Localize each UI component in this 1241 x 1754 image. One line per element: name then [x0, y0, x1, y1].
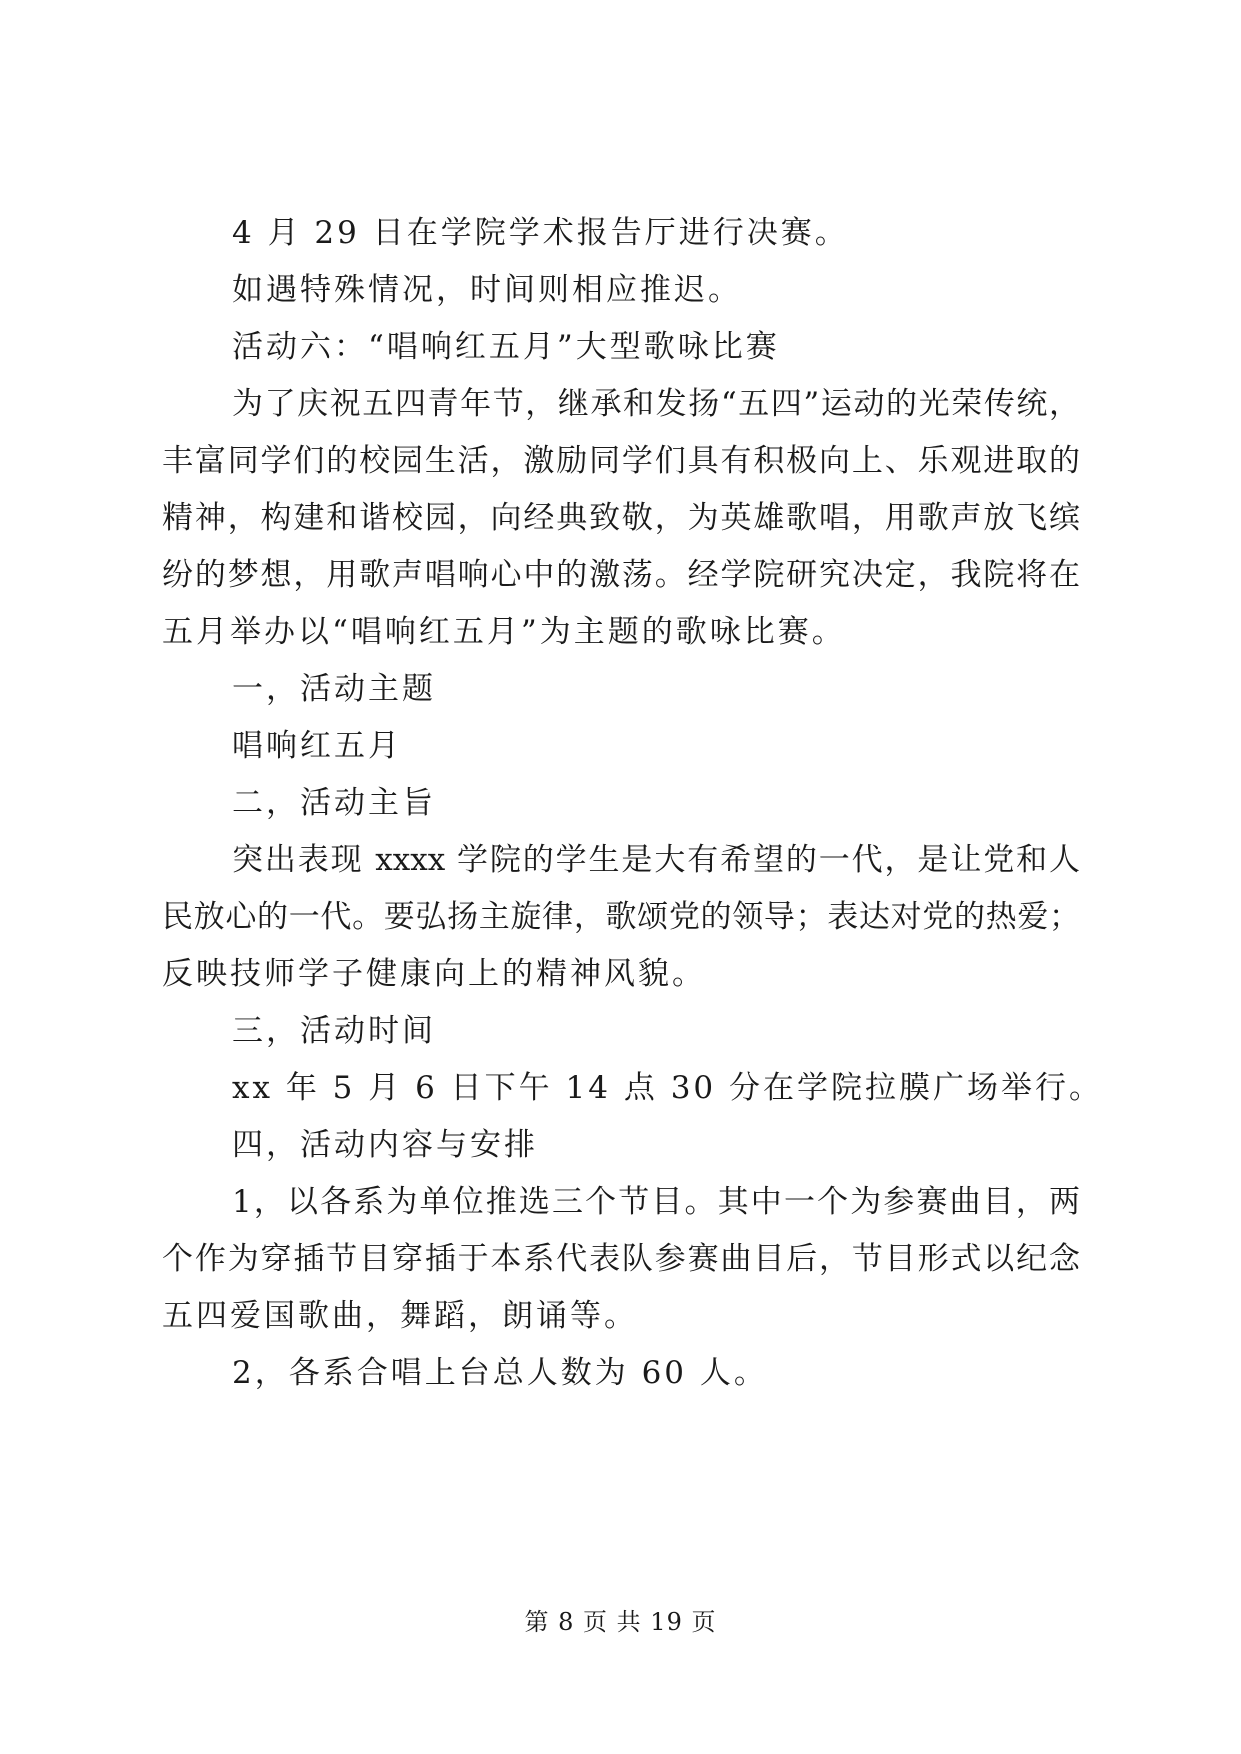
paragraph-line: 五四爱国歌曲，舞蹈，朗诵等。: [162, 1298, 638, 1334]
section-heading: 活动六：“唱响红五月”大型歌咏比赛: [232, 329, 780, 365]
paragraph-line: 纷的梦想，用歌声唱响心中的激荡。经学院研究决定，我院将在: [162, 557, 1080, 593]
section-heading: 一，活动主题: [232, 671, 436, 707]
paragraph-line: 4 月 29 日在学院学术报告厅进行决赛。: [232, 215, 849, 251]
paragraph-line: 2，各系合唱上台总人数为 60 人。: [232, 1355, 768, 1391]
page-number-footer: 第 8 页 共 19 页: [524, 1608, 717, 1636]
paragraph-line: xx 年 5 月 6 日下午 14 点 30 分在学院拉膜广场举行。: [232, 1070, 1103, 1106]
section-heading: 二，活动主旨: [232, 785, 436, 821]
paragraph-line: 精神，构建和谐校园，向经典致敬，为英雄歌唱，用歌声放飞缤: [162, 500, 1080, 536]
paragraph-line: 丰富同学们的校园生活，激励同学们具有积极向上、乐观进取的: [162, 443, 1080, 479]
section-heading: 三，活动时间: [232, 1013, 436, 1049]
paragraph-line: 个作为穿插节目穿插于本系代表队参赛曲目后，节目形式以纪念: [162, 1241, 1080, 1277]
paragraph-line: 1，以各系为单位推选三个节目。其中一个为参赛曲目，两: [232, 1184, 1080, 1220]
paragraph-line: 民放心的一代。要弘扬主旋律，歌颂党的领导；表达对党的热爱；: [162, 899, 1080, 935]
section-heading: 四，活动内容与安排: [232, 1127, 538, 1163]
paragraph-line: 五月举办以“唱响红五月”为主题的歌咏比赛。: [162, 614, 846, 650]
paragraph-line: 为了庆祝五四青年节，继承和发扬“五四”运动的光荣传统，: [232, 386, 1080, 422]
paragraph-line: 反映技师学子健康向上的精神风貌。: [162, 956, 706, 992]
paragraph-line: 如遇特殊情况，时间则相应推迟。: [232, 272, 742, 308]
paragraph-line: 唱响红五月: [232, 728, 402, 764]
paragraph-line: 突出表现 xxxx 学院的学生是大有希望的一代，是让党和人: [232, 842, 1080, 878]
